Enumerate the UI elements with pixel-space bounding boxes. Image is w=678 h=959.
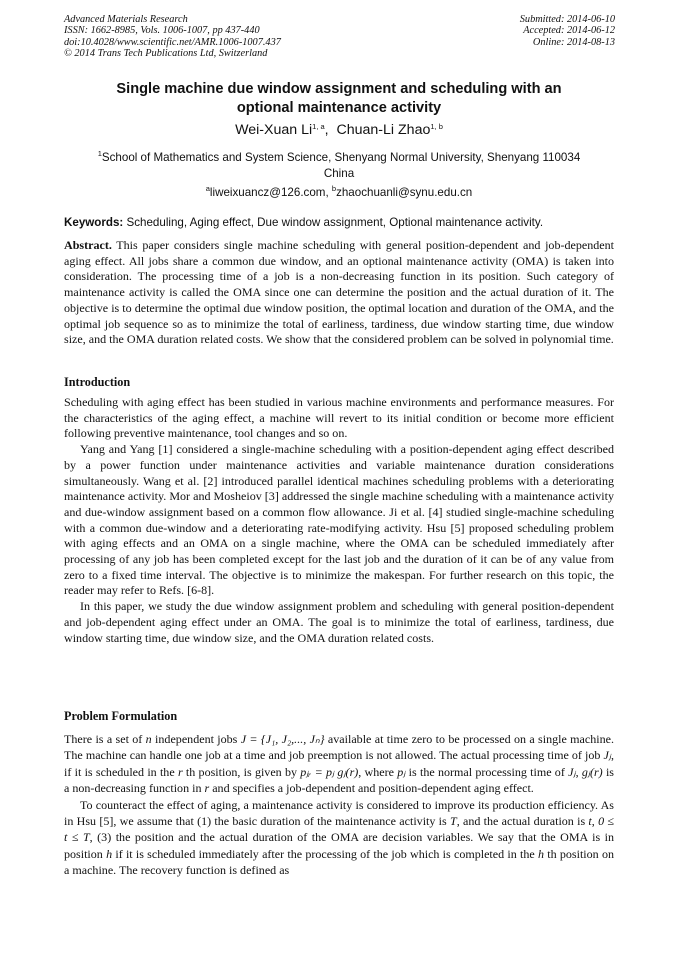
email-a-sup: a — [205, 184, 210, 193]
issn-line: ISSN: 1662-8985, Vols. 1006-1007, pp 437-440 — [64, 25, 260, 37]
job-set-formula: J = {J₁, J₂,..., Jₙ} — [240, 732, 325, 746]
email-a: liweixuancz@126.com, — [209, 186, 332, 199]
intro-paragraph-1: Scheduling with aging effect has been studied in various machine environments and performance measures. For the characteristics of the aging effect, a machine will revert to its initial condition or become more efficient following preventive maintenance, tool changes and so on. — [64, 395, 614, 441]
problem-paragraph-2: To counteract the effect of aging, a maintenance activity is considered to improve its production efficiency. As in Hsu [5], we assume that (1) the basic duration of the maintenance activity is T, and the actual duration is t, 0 ≤ t ≤ T, (3) the position and the actual duration of the OMA are decision variables. We say that the OMA is in position h if it is scheduled immediately after the processing of the job which is completed in the h th position on a machine. The recovery function is defined as — [64, 797, 614, 878]
author-1-sup: 1, a — [312, 122, 325, 131]
problem-paragraph-1: There is a set of n independent jobs J = {J₁, J₂,..., Jₙ} available at time zero to be processed on a single machine. The machine can handle one job at a time and job preemption is not allowed. The actual processing time of job Jⱼ, if it is scheduled in the r th position, is given by pⱼᵣ = pⱼ gⱼ(r), where pⱼ is the normal processing time of Jⱼ, gⱼ(r) is a non-decreasing function in r and specifies a job-dependent and position-dependent aging effect. — [64, 732, 615, 796]
problem-formulation-heading: Problem Formulation — [64, 709, 178, 723]
keywords-label: Keywords: — [64, 216, 124, 229]
author-2-sup: 1, b — [430, 122, 443, 131]
abstract-text: This paper considers single machine scheduling with general position-dependent and job-dependent aging effect. All jobs share a common due window, and an optional maintenance activity (OMA) is taken into consideration. The processing time of a job is a non-decreasing function in its position. Such category of maintenance activity is called the OMA since one can determine the position and the actual duration of it. The objective is to determine the optimal due window position, the optimal location and duration of the OMA, and the optimal job sequence so as to minimize the total of earliness, tardiness, due window starting time, due window size, and the OMA duration related costs. We show that the considered problem can be solved in polynomial time. — [64, 238, 614, 347]
author-list: Wei-Xuan Li$^{1, a}$, Chuan-Li Zhao$^{1, b}$ — [235, 122, 443, 138]
submitted-date: Submitted: 2014-06-10 — [519, 14, 615, 25]
title-line-2: optional maintenance activity — [236, 100, 442, 116]
email-line — [64, 185, 614, 201]
email-b: zhaochuanli@synu.edu.cn — [336, 186, 473, 199]
journal-name: Advanced Materials Research — [64, 14, 188, 25]
abstract — [64, 238, 614, 348]
author-1: Wei-Xuan Li — [235, 122, 313, 138]
affiliation-line-1: School of Mathematics and System Science, Shenyang Normal University, Shenyang 110034 — [101, 151, 581, 164]
intro-paragraph-3: In this paper, we study the due window assignment problem and scheduling with general position-dependent and job-dependent aging effect under an OMA. The goal is to minimize the total of earliness, tardiness, due window starting time, due window size, and the OMA duration related costs. — [64, 599, 614, 645]
problem-formulation-body — [64, 731, 614, 879]
doi-line: doi:10.4028/www.scientific.net/AMR.1006-1007.437 — [64, 36, 281, 48]
duration-inequality: 0 ≤ t ≤ T — [64, 814, 614, 845]
affiliation — [64, 150, 614, 182]
author-2: Chuan-Li Zhao — [336, 122, 431, 138]
journal-info — [64, 14, 281, 60]
introduction-heading: Introduction — [64, 375, 131, 389]
accepted-date: Accepted: 2014-06-12 — [523, 25, 615, 37]
introduction-body — [64, 395, 614, 646]
online-date: Online: 2014-08-13 — [532, 36, 615, 48]
abstract-label: Abstract. — [64, 238, 112, 252]
processing-time-formula: pⱼᵣ = pⱼ gⱼ(r) — [300, 764, 359, 779]
keywords — [64, 215, 614, 231]
keywords-text: Scheduling, Aging effect, Due window assignment, Optional maintenance activity. — [123, 216, 544, 229]
title-line-1: Single machine due window assignment and scheduling with an — [116, 81, 562, 97]
intro-paragraph-2: Yang and Yang [1] considered a single-machine scheduling with a position-dependent aging effect described by a power function under maintenance activities and variable maintenance duration considerations simultaneously. Wang et al. [2] introduced parallel identical machines scheduling problems with a deteriorating maintenance activity. Mor and Mosheiov [3] addressed the single machine scheduling with a maintenance activity and due-window assignment based on a common flow allowance. Ji et al. [4] studied single-machine scheduling with a common due-window and a deteriorating rate-modifying activity. Hsu [5] proposed scheduling problem with aging effects and an OMA on a single machine, where the OMA can be scheduled immediately after processing of any job has been completed except for the last job and the duration of it can be of any value from zero to a fixed time interval. The objective is to minimize the makespan. For further research on this topic, the reader may refer to Refs. [6-8]. — [64, 442, 614, 598]
paper-title — [64, 80, 614, 118]
affiliation-sup: 1 — [97, 149, 102, 158]
email-b-sup: b — [331, 184, 337, 193]
copyright-line: © 2014 Trans Tech Publications Ltd, Switzerland — [64, 48, 268, 60]
affiliation-line-2: China — [323, 167, 355, 180]
dates-info — [520, 14, 615, 48]
